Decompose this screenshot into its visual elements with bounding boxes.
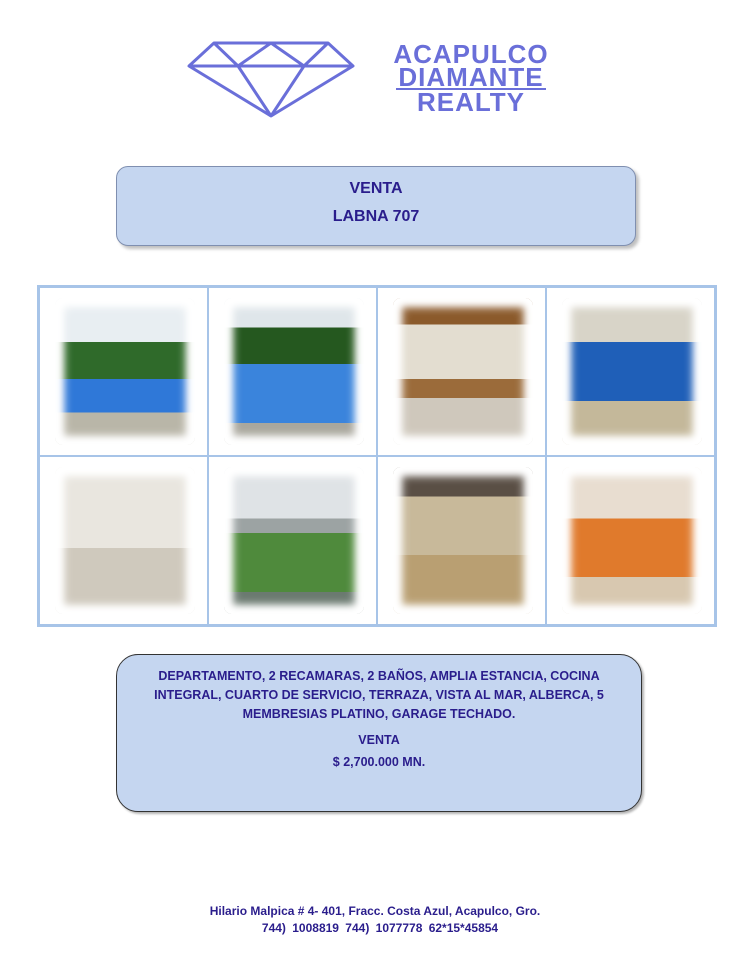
dining-room-photo[interactable] — [55, 467, 195, 614]
property-description: DEPARTAMENTO, 2 RECAMARAS, 2 BAÑOS, AMPLIA ESTANCIA, COCINA INTEGRAL, CUARTO DE SERVICIO, TERRAZA, VISTA AL MAR, ALBERCA, 5 MEMBRESIAS PLATINO, GARAGE TECHADO. — [154, 669, 604, 721]
listing-type-heading: VENTA — [349, 180, 403, 197]
pool-photo-1[interactable] — [55, 298, 195, 445]
property-name-heading: LABNA 707 — [332, 208, 420, 225]
logo-line-realty: REALTY — [416, 87, 526, 117]
bedroom-photo-2[interactable] — [562, 467, 702, 614]
kitchen-photo[interactable] — [393, 298, 533, 445]
terrace-view-photo[interactable] — [224, 467, 364, 614]
footer-address: Hilario Malpica # 4- 401, Fracc. Costa Azul, Acapulco, Gro. — [209, 904, 541, 918]
photo-cell — [546, 456, 715, 625]
photo-cell — [208, 287, 377, 456]
footer-contact — [0, 903, 750, 937]
photo-cell — [208, 456, 377, 625]
photo-cell — [546, 287, 715, 456]
living-room-photo[interactable] — [562, 298, 702, 445]
bedroom-photo-1[interactable] — [393, 467, 533, 614]
listing-type-label: VENTA — [358, 733, 400, 747]
photo-cell — [377, 287, 546, 456]
photo-cell — [377, 456, 546, 625]
logo-line-acapulco: ACAPULCO — [393, 39, 549, 69]
price-label: $ 2,700.000 MN. — [332, 755, 426, 769]
logo-wordmark — [366, 39, 576, 117]
footer-phones: 744) 1008819 744) 1077778 62*15*45854 — [261, 921, 499, 935]
description-box — [116, 654, 642, 812]
title-box — [116, 166, 636, 246]
photo-cell — [39, 287, 208, 456]
photo-cell — [39, 456, 208, 625]
company-logo — [186, 40, 586, 120]
photo-grid — [37, 285, 717, 627]
pool-photo-2[interactable] — [224, 298, 364, 445]
logo-line-diamante: DIAMANTE — [398, 62, 544, 92]
diamond-icon — [186, 40, 356, 118]
